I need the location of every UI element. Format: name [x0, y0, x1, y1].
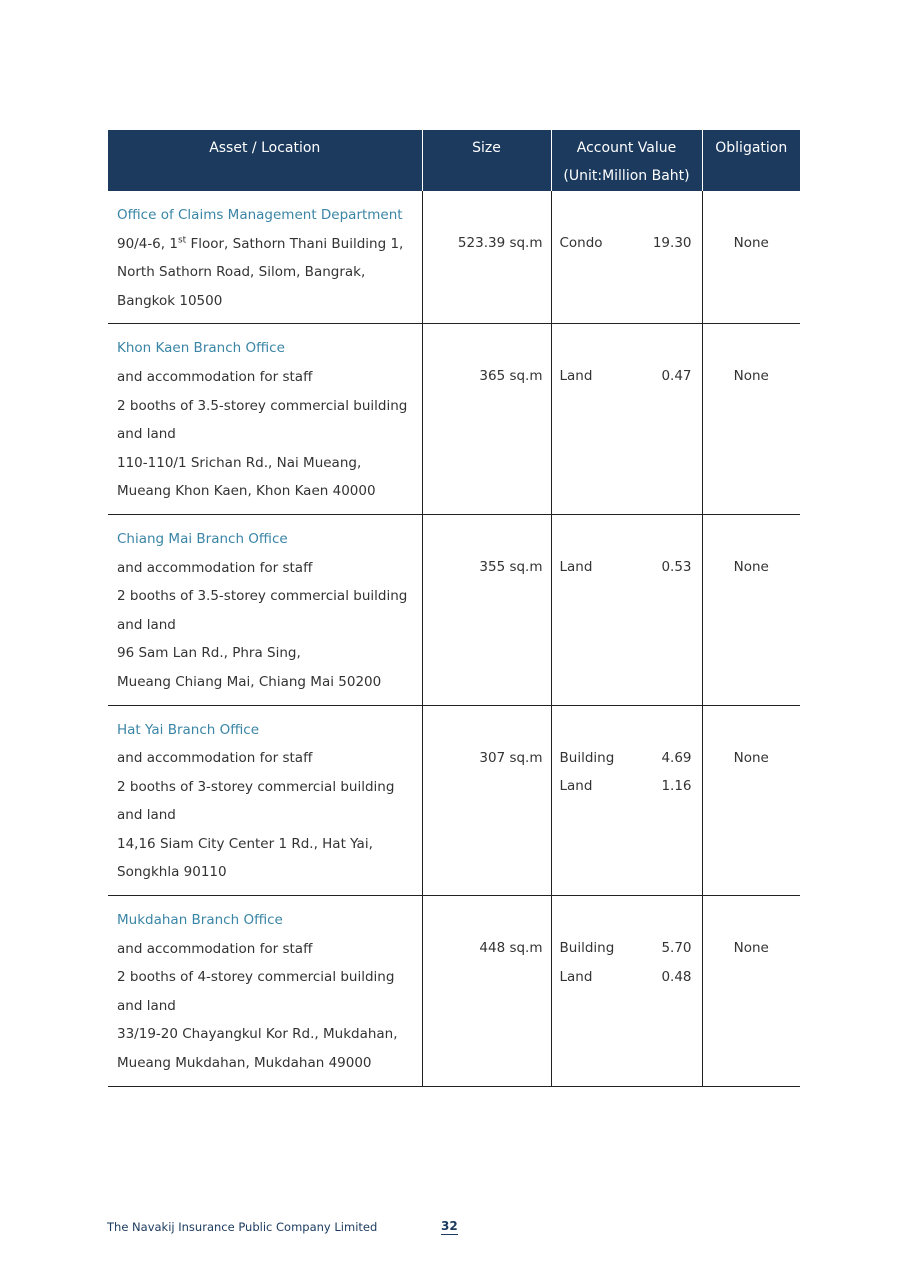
asset-amount: 0.48	[661, 968, 692, 985]
asset-amount: 5.70	[661, 940, 692, 957]
asset-location-cell	[108, 896, 422, 1087]
location-detail-line: 2 booths of 4-storey commercial building	[117, 969, 395, 986]
footer-company-name: The Navakij Insurance Public Company Limited	[107, 1220, 378, 1234]
size-cell: 355 sq.m	[422, 514, 551, 705]
location-detail-line: and accommodation for staff	[117, 940, 313, 957]
location-detail-line: and accommodation for staff	[117, 750, 313, 767]
ordinal-superscript: st	[177, 235, 187, 246]
account-value-cell	[551, 191, 702, 324]
obligation-cell: None	[702, 191, 800, 324]
location-detail-line: Bangkok 10500	[117, 292, 223, 309]
location-title: Office of Claims Management Department	[117, 207, 403, 223]
asset-type: Land	[559, 368, 593, 385]
asset-table	[108, 130, 800, 1087]
asset-type: Land	[559, 558, 593, 575]
account-value-line	[560, 362, 692, 391]
location-detail-line: 110-110/1 Srichan Rd., Nai Mueang,	[117, 454, 362, 471]
location-title: Khon Kaen Branch Office	[117, 340, 285, 357]
asset-type: Land	[559, 778, 593, 795]
account-value-line	[560, 963, 692, 992]
location-detail-line: 14,16 Siam City Center 1 Rd., Hat Yai,	[117, 835, 373, 852]
size-cell: 365 sq.m	[422, 324, 551, 515]
address-line	[117, 230, 422, 259]
table-row	[108, 324, 800, 515]
address-suffix: Floor, Sathorn Thani Building 1,	[186, 235, 404, 252]
asset-type: Land	[559, 968, 593, 985]
obligation-cell: None	[702, 896, 800, 1087]
location-detail-line: and accommodation for staff	[117, 368, 313, 385]
account-value-line	[560, 772, 692, 801]
account-value-cell	[551, 514, 702, 705]
account-value-cell	[551, 896, 702, 1087]
location-detail-line: Mueang Khon Kaen, Khon Kaen 40000	[117, 483, 376, 500]
location-detail-line: and land	[117, 426, 176, 443]
location-detail-line: Mueang Mukdahan, Mukdahan 49000	[117, 1055, 372, 1072]
location-title: Chiang Mai Branch Office	[117, 530, 288, 547]
address-prefix: 90/4-6, 1	[117, 235, 178, 252]
asset-location-cell	[108, 324, 422, 515]
asset-amount: 19.30	[652, 235, 692, 251]
location-detail-line: Songkhla 90110	[117, 864, 227, 881]
location-detail-line: Mueang Chiang Mai, Chiang Mai 50200	[117, 673, 382, 690]
asset-location-cell	[108, 514, 422, 705]
asset-type: Building	[559, 940, 615, 957]
header-account-value-unit: (Unit:Million Baht)	[563, 168, 690, 184]
table-row	[108, 514, 800, 705]
asset-amount: 0.53	[661, 558, 692, 575]
asset-amount: 0.47	[661, 368, 692, 385]
account-value-cell	[551, 324, 702, 515]
location-detail-line: 2 booths of 3.5-storey commercial building	[117, 588, 408, 605]
asset-type: Building	[559, 749, 615, 766]
account-value-cell	[551, 705, 702, 896]
table-row	[108, 896, 800, 1087]
header-account-value	[551, 130, 702, 191]
header-size: Size	[422, 130, 551, 191]
page-number: 32	[441, 1219, 458, 1233]
location-title: Hat Yai Branch Office	[117, 721, 260, 738]
location-detail-line: and accommodation for staff	[117, 559, 313, 576]
obligation-cell: None	[702, 514, 800, 705]
asset-location-cell	[108, 191, 422, 324]
account-value-line	[560, 744, 692, 773]
obligation-cell: None	[702, 324, 800, 515]
asset-amount: 4.69	[661, 749, 692, 766]
location-detail-line: and land	[117, 807, 176, 824]
location-detail-line: 2 booths of 3-storey commercial building	[117, 778, 395, 795]
location-detail-line: 96 Sam Lan Rd., Phra Sing,	[117, 645, 301, 662]
size-cell: 523.39 sq.m	[422, 191, 551, 324]
table-row	[108, 191, 800, 324]
header-obligation: Obligation	[702, 130, 800, 191]
header-asset-location: Asset / Location	[108, 130, 422, 191]
account-value-line	[560, 934, 692, 963]
table-header-row	[108, 130, 800, 191]
location-detail-line: North Sathorn Road, Silom, Bangrak,	[117, 264, 366, 281]
asset-amount: 1.16	[661, 778, 692, 795]
account-value-line	[560, 553, 692, 582]
asset-type: Condo	[559, 235, 603, 251]
table-body	[108, 191, 800, 1086]
location-detail-line: 33/19-20 Chayangkul Kor Rd., Mukdahan,	[117, 1026, 398, 1043]
location-title: Mukdahan Branch Office	[117, 912, 283, 929]
location-detail-line: and land	[117, 997, 176, 1014]
header-account-value-line1: Account Value	[576, 140, 677, 156]
obligation-cell: None	[702, 705, 800, 896]
asset-location-cell	[108, 705, 422, 896]
size-cell: 307 sq.m	[422, 705, 551, 896]
account-value-line	[560, 229, 692, 258]
location-detail-line: and land	[117, 616, 176, 633]
size-cell: 448 sq.m	[422, 896, 551, 1087]
location-detail-line: 2 booths of 3.5-storey commercial building	[117, 397, 408, 414]
table-row	[108, 705, 800, 896]
